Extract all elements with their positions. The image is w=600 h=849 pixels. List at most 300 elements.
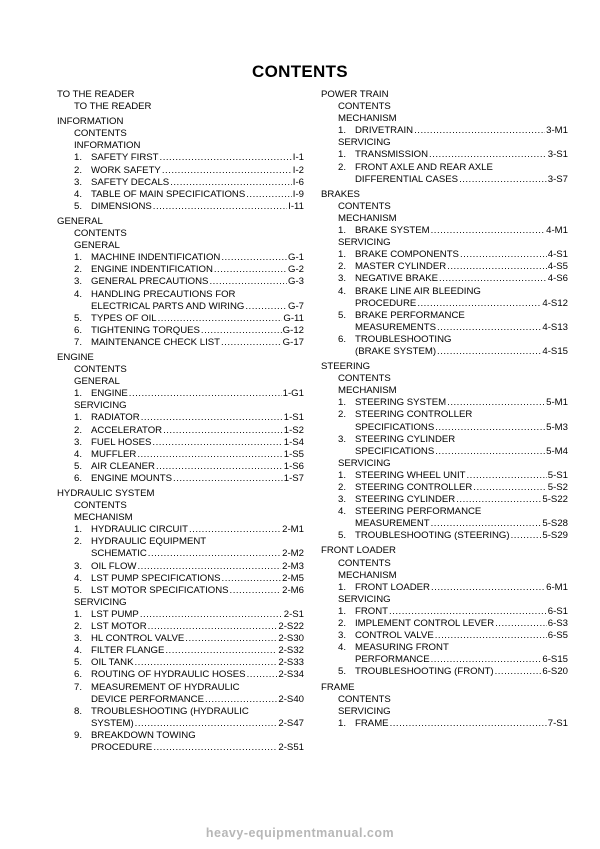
dot-leader	[456, 494, 541, 506]
dot-leader	[152, 437, 282, 449]
toc-entry-continuation	[57, 694, 304, 706]
toc-entry-page: 5-M4	[546, 445, 568, 457]
toc-entry-number: 5.	[338, 309, 347, 321]
toc-entry-page: 4-S6	[547, 273, 568, 285]
toc-entry-number: 6.	[338, 333, 347, 345]
toc-entry	[321, 530, 568, 542]
toc-entry-number: 6.	[74, 472, 83, 484]
dot-leader	[495, 618, 547, 630]
dot-leader	[137, 449, 282, 461]
toc-entry-continuation	[321, 518, 568, 530]
toc-entry-title: SYSTEM)	[91, 717, 134, 729]
subsection-heading-label: SERVICING	[338, 137, 391, 149]
toc-entry	[321, 261, 568, 273]
toc-entry-title: NEGATIVE BRAKE	[355, 273, 438, 285]
subsection-heading	[57, 101, 304, 113]
toc-entry-page: 3-M1	[546, 125, 568, 137]
toc-right-column	[321, 89, 568, 730]
toc-entry	[321, 494, 568, 506]
subsection-heading-label: SERVICING	[338, 705, 391, 717]
toc-entry-page: 2-S34	[278, 669, 304, 681]
toc-entry-number: 1.	[338, 125, 347, 137]
toc-entry	[57, 536, 304, 548]
toc-entry-number: 2.	[338, 618, 347, 630]
toc-entry-title: MUFFLER	[91, 448, 137, 460]
section-heading-label: INFORMATION	[57, 116, 124, 128]
section-heading	[57, 89, 304, 101]
subsection-heading-label: TO THE READER	[74, 101, 152, 113]
subsection-heading	[321, 385, 568, 397]
toc-entry-page: 4-S15	[542, 345, 568, 357]
toc-entry-title: MEASURING FRONT	[355, 642, 449, 654]
toc-entry	[57, 633, 304, 645]
toc-entry-continuation	[321, 446, 568, 458]
dot-leader	[439, 273, 547, 285]
toc-entry-title: DEVICE PERFORMANCE	[91, 693, 205, 705]
toc-entry-number: 4.	[74, 188, 83, 200]
subsection-heading-label: MECHANISM	[338, 569, 397, 581]
section-heading	[57, 352, 304, 364]
toc-entry-continuation	[57, 301, 304, 313]
toc-entry-page: 6-S3	[547, 618, 568, 630]
toc-entry	[57, 252, 304, 264]
toc-entry-title: ENGINE MOUNTS	[91, 472, 173, 484]
toc-entry-number: 1.	[74, 412, 83, 424]
section-heading	[57, 216, 304, 228]
toc-entry-number: 2.	[338, 409, 347, 421]
toc-entry	[57, 289, 304, 301]
dot-leader	[134, 657, 277, 669]
toc-entry-title: AIR CLEANER	[91, 460, 155, 472]
dot-leader	[459, 174, 547, 186]
toc-entry-number: 2.	[74, 264, 83, 276]
dot-leader	[437, 322, 541, 334]
toc-entry-page: 5-S1	[547, 469, 568, 481]
toc-entry-page: 5-S29	[542, 530, 568, 542]
toc-entry	[57, 573, 304, 585]
toc-entry-number: 4.	[74, 572, 83, 584]
subsection-heading	[57, 500, 304, 512]
toc-entry-number: 2.	[338, 482, 347, 493]
dot-leader	[495, 666, 542, 678]
toc-entry-page: 5-S22	[542, 494, 568, 506]
toc-entry-page: I-1	[292, 152, 304, 164]
dot-leader	[158, 313, 283, 325]
toc-entry-number: 1.	[338, 717, 347, 729]
dot-leader	[156, 461, 283, 473]
toc-entry-title: SAFETY DECALS	[91, 176, 170, 188]
toc-entry-title: FRONT AXLE AND REAR AXLE	[355, 161, 493, 173]
toc-entry-number: 2.	[74, 424, 83, 436]
toc-entry-page: 2-S33	[278, 657, 304, 669]
toc-entry-title: FRONT LOADER	[355, 581, 430, 593]
dot-leader	[435, 630, 547, 642]
toc-entry-title: ROUTING OF HYDRAULIC HOSES	[91, 669, 246, 681]
toc-entry-title: STEERING WHEEL UNIT	[355, 469, 466, 481]
subsection-heading	[321, 213, 568, 225]
toc-entry-page: 6-M1	[546, 581, 568, 593]
subsection-heading	[321, 594, 568, 606]
toc-entry-number: 2.	[74, 621, 83, 633]
section-heading-label: FRONT LOADER	[321, 545, 396, 557]
toc-entry-number: 3.	[74, 176, 83, 188]
toc-entry-continuation	[321, 174, 568, 186]
toc-entry	[321, 273, 568, 285]
toc-entry-number: 3.	[74, 276, 83, 288]
dot-leader	[246, 189, 292, 201]
toc-entry-title: BRAKE COMPONENTS	[355, 249, 459, 261]
subsection-heading-label: SERVICING	[338, 593, 391, 605]
toc-entry-page: 2-M2	[282, 548, 304, 560]
subsection-heading	[321, 373, 568, 385]
toc-entry-title: FUEL HOSES	[91, 436, 152, 448]
toc-entry-title: STEERING PERFORMANCE	[355, 506, 482, 518]
dot-leader	[173, 473, 283, 485]
dot-leader	[431, 654, 542, 666]
subsection-heading	[57, 240, 304, 252]
dot-leader	[245, 301, 287, 313]
toc-entry-title: ACCELERATOR	[91, 424, 163, 436]
toc-entry	[57, 264, 304, 276]
toc-entry	[57, 165, 304, 177]
toc-entry-page: 4-S13	[542, 321, 568, 333]
subsection-heading	[321, 458, 568, 470]
subsection-heading-label: CONTENTS	[74, 500, 127, 512]
toc-entry-number: 1.	[74, 252, 83, 264]
toc-entry-continuation	[321, 346, 568, 358]
toc-entry-title: HYDRAULIC EQUIPMENT	[91, 536, 207, 548]
toc-entry-page: 2-M6	[282, 584, 304, 596]
toc-entry	[57, 325, 304, 337]
toc-entry	[321, 606, 568, 618]
toc-entry	[57, 313, 304, 325]
toc-entry	[321, 409, 568, 421]
toc-entry-number: 5.	[338, 530, 347, 542]
subsection-heading-label: SERVICING	[74, 400, 127, 412]
toc-entry-title: SPECIFICATIONS	[355, 445, 435, 457]
subsection-heading	[321, 137, 568, 149]
toc-entry	[57, 706, 304, 718]
subsection-heading-label: MECHANISM	[338, 212, 397, 224]
dot-leader	[437, 346, 541, 358]
toc-entry-title: LST PUMP	[91, 608, 139, 620]
toc-entry-continuation	[57, 548, 304, 560]
toc-entry-number: 1.	[74, 608, 83, 620]
dot-leader	[201, 325, 282, 337]
subsection-heading-label: CONTENTS	[74, 128, 127, 140]
toc-entry-title: STEERING SYSTEM	[355, 397, 447, 409]
dot-leader	[205, 694, 277, 706]
dot-leader	[389, 606, 547, 618]
toc-entry-page: I-11	[288, 200, 304, 212]
toc-entry	[321, 149, 568, 161]
toc-entry-title: TRANSMISSION	[355, 149, 429, 161]
toc-entry	[57, 388, 304, 400]
toc-entry	[57, 425, 304, 437]
subsection-heading	[321, 694, 568, 706]
section-heading	[321, 189, 568, 201]
toc-entry-number: 5.	[74, 657, 83, 669]
toc-entry-title: WORK SAFETY	[91, 164, 161, 176]
toc-entry-number: 5.	[74, 584, 83, 596]
dot-leader	[460, 249, 547, 261]
toc-entry-title: PERFORMANCE	[355, 654, 430, 666]
toc-entry-number: 1.	[338, 605, 347, 617]
toc-entry-page: 6-S1	[547, 605, 568, 617]
section-heading	[57, 116, 304, 128]
toc-entry	[321, 666, 568, 678]
toc-entry-title: IMPLEMENT CONTROL LEVER	[355, 618, 495, 630]
toc-entry-title: BRAKE SYSTEM	[355, 225, 430, 237]
toc-entry	[57, 645, 304, 657]
toc-entry-page: G-2	[288, 264, 304, 276]
toc-entry-page: 1-S6	[283, 460, 304, 472]
toc-entry	[57, 337, 304, 349]
dot-leader	[431, 582, 545, 594]
subsection-heading-label: MECHANISM	[74, 512, 133, 524]
toc-entry	[321, 630, 568, 642]
toc-entry-page: 2-S30	[278, 633, 304, 645]
subsection-heading	[57, 364, 304, 376]
dot-leader	[431, 518, 542, 530]
toc-entry	[57, 657, 304, 669]
subsection-heading	[57, 376, 304, 388]
toc-entry	[321, 434, 568, 446]
dot-leader	[435, 446, 545, 458]
subsection-heading-label: GENERAL	[74, 240, 120, 252]
toc-entry	[57, 730, 304, 742]
toc-entry	[57, 437, 304, 449]
toc-entry	[57, 561, 304, 573]
toc-entry-page: 2-S1	[283, 608, 304, 620]
toc-entry	[57, 621, 304, 633]
subsection-heading-label: SERVICING	[74, 596, 127, 608]
dot-leader	[390, 718, 547, 730]
toc-entry	[321, 718, 568, 730]
toc-entry-page: I-2	[292, 164, 304, 176]
toc-entry-page: 2-S47	[278, 717, 304, 729]
toc-entry-title: MASTER CYLINDER	[355, 261, 447, 273]
toc-entry	[321, 618, 568, 630]
toc-entry-number: 3.	[74, 633, 83, 645]
toc-entry-number: 3.	[338, 273, 347, 285]
toc-entry-number: 5.	[74, 200, 83, 212]
toc-entry-title: HYDRAULIC CIRCUIT	[91, 524, 189, 536]
section-heading-label: TO THE READER	[57, 89, 135, 100]
toc-entry-page: G-12	[282, 324, 304, 336]
toc-entry-title: OIL FLOW	[91, 560, 137, 572]
dot-leader	[138, 561, 282, 573]
dot-leader	[511, 530, 542, 542]
toc-entry-number: 3.	[74, 560, 83, 572]
toc-entry-continuation	[321, 654, 568, 666]
dot-leader	[414, 125, 545, 137]
toc-entry-title: HANDLING PRECAUTIONS FOR	[91, 288, 236, 300]
toc-entry-page: 2-S22	[278, 621, 304, 633]
toc-entry-number: 2.	[338, 261, 347, 273]
toc-entry-number: 1.	[338, 225, 347, 237]
dot-leader	[247, 669, 278, 681]
footer-watermark: heavy-equipmentmanual.com	[205, 826, 395, 840]
toc-entry-number: 8.	[74, 705, 83, 717]
toc-entry-title: GENERAL PRECAUTIONS	[91, 276, 209, 288]
page-title: CONTENTS	[252, 62, 348, 81]
toc-entry	[57, 669, 304, 681]
subsection-heading	[57, 140, 304, 152]
toc-entry	[321, 249, 568, 261]
toc-entry-continuation	[321, 298, 568, 310]
toc-entry-title: TROUBLESHOOTING (HYDRAULIC	[91, 705, 249, 717]
dot-leader	[221, 337, 282, 349]
toc-entry-page: 1-S2	[283, 424, 304, 436]
toc-entry-title: LST MOTOR SPECIFICATIONS	[91, 584, 229, 596]
toc-entry-page: 6-S20	[542, 666, 568, 678]
toc-entry-page: I-9	[292, 188, 304, 200]
toc-entry-page: 1-S1	[283, 412, 304, 424]
toc-entry	[321, 397, 568, 409]
section-heading-label: HYDRAULIC SYSTEM	[57, 488, 155, 499]
subsection-heading	[57, 128, 304, 140]
toc-entry-title: SPECIFICATIONS	[355, 421, 435, 433]
toc-entry-title: SAFETY FIRST	[91, 152, 159, 164]
dot-leader	[447, 397, 545, 409]
dot-leader	[431, 225, 546, 237]
subsection-heading	[321, 201, 568, 213]
dot-leader	[185, 633, 277, 645]
subsection-heading-label: SERVICING	[338, 457, 391, 469]
toc-entry	[321, 125, 568, 137]
toc-entry	[57, 609, 304, 621]
subsection-heading	[321, 237, 568, 249]
dot-leader	[135, 718, 278, 730]
toc-entry-number: 1.	[74, 388, 83, 400]
toc-entry-page: I-6	[292, 176, 304, 188]
toc-entry	[57, 449, 304, 461]
toc-entry	[57, 201, 304, 213]
toc-entry-number: 1.	[338, 249, 347, 261]
toc-entry-title: TYPES OF OIL	[91, 312, 157, 324]
toc-entry	[321, 225, 568, 237]
dot-leader	[140, 609, 283, 621]
toc-entry	[321, 334, 568, 346]
toc-entry	[57, 177, 304, 189]
toc-entry-number: 7.	[74, 681, 83, 693]
dot-leader	[148, 548, 281, 560]
toc-entry	[321, 582, 568, 594]
section-heading-label: BRAKES	[321, 188, 360, 200]
toc-entry-number: 3.	[338, 494, 347, 506]
toc-entry-number: 4.	[74, 288, 83, 300]
dot-leader	[141, 412, 283, 424]
toc-entry-page: 4-S12	[542, 297, 568, 309]
toc-entry-title: ENGINE	[91, 388, 128, 400]
section-heading-label: GENERAL	[57, 215, 103, 227]
subsection-heading	[57, 400, 304, 412]
toc-entry-page: 4-S5	[547, 261, 568, 273]
dot-leader	[447, 261, 547, 273]
toc-entry	[57, 152, 304, 164]
section-heading	[321, 682, 568, 694]
toc-entry-title: STEERING CONTROLLER	[355, 482, 473, 493]
toc-entry-page: 4-M1	[546, 225, 568, 237]
toc-entry-title: FRONT	[355, 605, 389, 617]
toc-entry-number: 7.	[74, 336, 83, 348]
toc-entry-title: MEASUREMENTS	[355, 321, 437, 333]
toc-entry-number: 4.	[338, 285, 347, 297]
toc-left-column	[57, 89, 304, 754]
toc-entry-number: 1.	[338, 397, 347, 409]
toc-entry-title: LST MOTOR	[91, 621, 147, 633]
subsection-heading-label: MECHANISM	[338, 385, 397, 397]
subsection-heading	[321, 558, 568, 570]
toc-entry	[57, 461, 304, 473]
toc-entry-page: 3-S7	[547, 173, 568, 185]
dot-leader	[435, 422, 545, 434]
toc-entry-page: 2-S40	[278, 693, 304, 705]
toc-entry-title: MACHINE INDENTIFICATION	[91, 252, 221, 264]
toc-entry-title: TIGHTENING TORQUES	[91, 324, 200, 336]
section-heading-label: ENGINE	[57, 351, 94, 363]
toc-entry-page: 5-S28	[542, 518, 568, 530]
toc-entry	[321, 162, 568, 174]
dot-leader	[165, 645, 277, 657]
toc-entry-title: ELECTRICAL PARTS AND WIRING	[91, 300, 245, 312]
dot-leader	[170, 177, 292, 189]
toc-entry-title: PROCEDURE	[91, 741, 153, 753]
toc-entry-page: 2-S51	[278, 741, 304, 753]
section-heading	[57, 488, 304, 500]
subsection-heading-label: CONTENTS	[338, 101, 391, 113]
section-heading	[321, 545, 568, 557]
subsection-heading	[321, 101, 568, 113]
toc-entry-number: 5.	[338, 666, 347, 678]
toc-entry	[321, 642, 568, 654]
subsection-heading-label: CONTENTS	[74, 228, 127, 240]
toc-entry-continuation	[321, 322, 568, 334]
toc-entry-title: MAINTENANCE CHECK LIST	[91, 336, 221, 348]
toc-entry-page: G-17	[282, 336, 304, 348]
toc-entry-number: 3.	[74, 436, 83, 448]
section-heading	[321, 361, 568, 373]
toc-entry-page: G-3	[288, 276, 304, 288]
toc-entry-title: BRAKE PERFORMANCE	[355, 309, 465, 321]
dot-leader	[162, 165, 292, 177]
toc-entry-number: 6.	[74, 324, 83, 336]
toc-entry-page: G-1	[288, 252, 304, 264]
subsection-heading-label: SERVICING	[338, 237, 391, 249]
subsection-heading-label: INFORMATION	[74, 140, 141, 152]
toc-entry-number: 3.	[338, 433, 347, 445]
toc-entry-page: 5-M1	[546, 397, 568, 409]
toc-entry-title: ENGINE INDENTIFICATION	[91, 264, 213, 276]
toc-entry-title: BRAKE LINE AIR BLEEDING	[355, 285, 481, 297]
toc-entry-number: 1.	[338, 469, 347, 481]
dot-leader	[189, 524, 281, 536]
dot-leader	[153, 742, 277, 754]
toc-entry-title: DIFFERENTIAL CASES	[355, 173, 459, 185]
toc-entry-title: FRAME	[355, 717, 389, 729]
subsection-heading-label: CONTENTS	[338, 693, 391, 705]
toc-entry-number: 1.	[338, 581, 347, 593]
toc-entry-title: STEERING CYLINDER	[355, 494, 456, 506]
toc-entry	[57, 412, 304, 424]
dot-leader	[129, 388, 282, 400]
subsection-heading-label: CONTENTS	[338, 557, 391, 569]
toc-entry-number: 5.	[74, 460, 83, 472]
toc-entry-number: 4.	[74, 448, 83, 460]
toc-entry-number: 4.	[338, 642, 347, 654]
toc-entry-title: TROUBLESHOOTING (FRONT)	[355, 666, 494, 678]
